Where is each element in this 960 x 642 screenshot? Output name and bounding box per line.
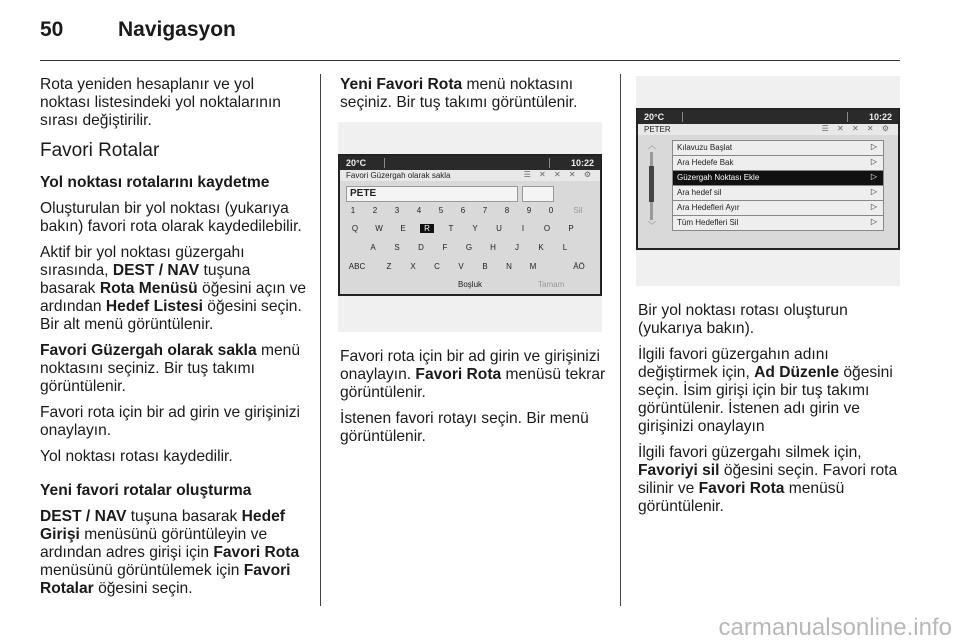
letter-key[interactable]: J: [515, 243, 519, 252]
letter-key[interactable]: W: [375, 224, 383, 233]
digit-key[interactable]: 3: [394, 206, 400, 215]
special-char-key[interactable]: ÄÖ: [573, 262, 585, 271]
letter-key[interactable]: M: [529, 262, 537, 271]
column-2-lower: [340, 348, 606, 454]
status-bar: [638, 110, 898, 124]
subsection-heading: Yeni favori rotalar oluşturma: [40, 482, 252, 499]
clock: 10:22: [570, 158, 594, 168]
letter-key[interactable]: R: [420, 224, 434, 233]
page-number: 50: [40, 18, 64, 41]
menu-item-label: Tüm Hedefleri Sil: [677, 218, 739, 227]
column-2: [340, 76, 606, 120]
digit-key[interactable]: 7: [482, 206, 488, 215]
paragraph: Favori rota için bir ad girin ve girişinizi onaylayın. Favori Rota menüsü tekrar görüntülenir.: [340, 348, 606, 401]
letter-key[interactable]: V: [458, 262, 464, 271]
digit-key[interactable]: 9: [526, 206, 532, 215]
letter-key[interactable]: T: [448, 224, 454, 233]
display-menu: [636, 108, 900, 250]
section-heading: Favori Rotalar: [40, 140, 160, 161]
paragraph: Favori Güzergah olarak sakla menü noktasını seçiniz. Bir tuş takımı görüntülenir.: [40, 342, 301, 395]
input-aux-box: [522, 186, 554, 202]
letter-key[interactable]: G: [465, 243, 473, 252]
chevron-right-icon: ▷: [870, 157, 877, 166]
chevron-right-icon: ▷: [870, 142, 877, 151]
paragraph: DEST / NAV tuşuna basarak Hedef Girişi menüsünü görüntüleyin ve ardından adres girişi için Favori Rota menüsünü görüntülemek için Favori Rotalar öğesini seçin.: [40, 508, 300, 597]
status-icons: ☰ ✕ ✕ ✕ ⚙: [523, 170, 594, 179]
letter-key[interactable]: N: [506, 262, 512, 271]
page-header: [40, 18, 900, 58]
menu-item[interactable]: [672, 155, 884, 171]
menu-item-label: Ara Hedefleri Ayır: [677, 203, 740, 212]
header-rule: [40, 60, 900, 61]
column-divider-2: [620, 74, 621, 606]
digit-key[interactable]: 5: [438, 206, 444, 215]
chevron-right-icon: ▷: [870, 172, 877, 181]
temperature: 20°C: [346, 158, 367, 168]
menu-item[interactable]: [672, 215, 884, 231]
screen-title: PETER: [644, 125, 671, 134]
letter-key[interactable]: C: [434, 262, 440, 271]
chevron-right-icon: ▷: [870, 202, 877, 211]
column-divider-1: [320, 74, 321, 606]
scroll-down-icon[interactable]: ﹀: [648, 221, 656, 230]
digit-key[interactable]: 2: [372, 206, 378, 215]
title-bar: [340, 170, 600, 181]
menu-item-label: Kılavuzu Başlat: [677, 143, 733, 152]
letter-key[interactable]: A: [370, 243, 376, 252]
temperature: 20°C: [644, 112, 665, 122]
chevron-right-icon: ▷: [870, 187, 877, 196]
letter-key[interactable]: K: [538, 243, 544, 252]
delete-key[interactable]: Sil: [573, 206, 583, 215]
paragraph: Aktif bir yol noktası güzergahı sırasında, DEST / NAV tuşuna basarak Rota Menüsü öğesini açın ve ardından Hedef Listesi öğesini seçin. Bir alt menü görüntülenir.: [40, 244, 307, 333]
scroll-thumb[interactable]: [649, 166, 654, 202]
letter-key[interactable]: E: [400, 224, 406, 233]
letter-key[interactable]: B: [482, 262, 488, 271]
digit-key[interactable]: 8: [504, 206, 510, 215]
letter-key[interactable]: F: [442, 243, 448, 252]
letter-key[interactable]: I: [521, 224, 525, 233]
paragraph: Yeni Favori Rota menü noktasını seçiniz. Bir tuş takımı görüntülenir.: [340, 76, 578, 111]
letter-key[interactable]: H: [490, 243, 496, 252]
title-bar: [638, 124, 898, 135]
watermark: carmanualsonline.info: [718, 614, 952, 641]
letter-key[interactable]: X: [410, 262, 416, 271]
letter-key[interactable]: Q: [351, 224, 359, 233]
ok-key[interactable]: Tamam: [538, 280, 565, 289]
space-key[interactable]: Boşluk: [458, 280, 483, 289]
paragraph: Oluşturulan bir yol noktası (yukarıya bakın) favori rota olarak kaydedilebilir.: [40, 200, 302, 235]
paragraph: Yol noktası rotası kaydedilir.: [40, 448, 233, 465]
paragraph: İstenen favori rotayı seçin. Bir menü görüntülenir.: [340, 410, 589, 445]
paragraph: Bir yol noktası rotası oluşturun (yukarıya bakın).: [638, 302, 848, 337]
column-1: [40, 76, 308, 606]
display-keyboard: [338, 154, 602, 296]
status-bar: [340, 156, 600, 170]
clock: 10:22: [868, 112, 892, 122]
screenshot-keyboard: [338, 122, 602, 332]
menu-item-label: Güzergah Noktası Ekle: [677, 173, 760, 182]
name-input[interactable]: PETE: [346, 186, 518, 202]
letter-key[interactable]: Y: [472, 224, 478, 233]
menu-item-label: Ara Hedefe Bak: [677, 158, 734, 167]
chapter-title: Navigasyon: [118, 18, 236, 41]
digit-key[interactable]: 0: [548, 206, 554, 215]
screen-title: Favori Güzergah olarak sakla: [346, 171, 451, 180]
letter-key[interactable]: S: [394, 243, 400, 252]
letter-key[interactable]: U: [496, 224, 502, 233]
menu-item[interactable]: [672, 170, 884, 186]
status-icons: ☰ ✕ ✕ ✕ ⚙: [821, 124, 892, 133]
subsection-heading: Yol noktası rotalarını kaydetme: [40, 174, 270, 191]
paragraph: İlgili favori güzergahı silmek için, Favoriyi sil öğesini seçin. Favori rota silinir ve Favori Rota menüsü görüntülenir.: [638, 444, 898, 515]
paragraph: İlgili favori güzergahın adını değiştirmek için, Ad Düzenle öğesini seçin. İsim girişi için bir tuş takımı görüntülenir. İstenen adı girin ve girişinizi onaylayın: [638, 346, 893, 435]
menu-item[interactable]: [672, 140, 884, 156]
menu-item[interactable]: [672, 200, 884, 216]
menu-item[interactable]: [672, 185, 884, 201]
column-3: [638, 302, 904, 524]
letter-key[interactable]: L: [562, 243, 568, 252]
scroll-up-icon[interactable]: ︿: [648, 141, 656, 150]
menu-item-label: Ara hedef sil: [677, 188, 722, 197]
paragraph: Favori rota için bir ad girin ve girişinizi onaylayın.: [40, 404, 300, 439]
digit-key[interactable]: 6: [460, 206, 466, 215]
paragraph: Rota yeniden hesaplanır ve yol noktası listesindeki yol noktalarının sırası değiştirilir.: [40, 76, 281, 129]
abc-key[interactable]: ABC: [348, 262, 366, 271]
letter-key[interactable]: Z: [386, 262, 392, 271]
digit-key[interactable]: 1: [350, 206, 356, 215]
screenshot-menu: [636, 76, 900, 286]
chevron-right-icon: ▷: [870, 217, 877, 226]
letter-key[interactable]: O: [543, 224, 551, 233]
digit-key[interactable]: 4: [416, 206, 422, 215]
letter-key[interactable]: D: [418, 243, 424, 252]
letter-key[interactable]: P: [568, 224, 574, 233]
